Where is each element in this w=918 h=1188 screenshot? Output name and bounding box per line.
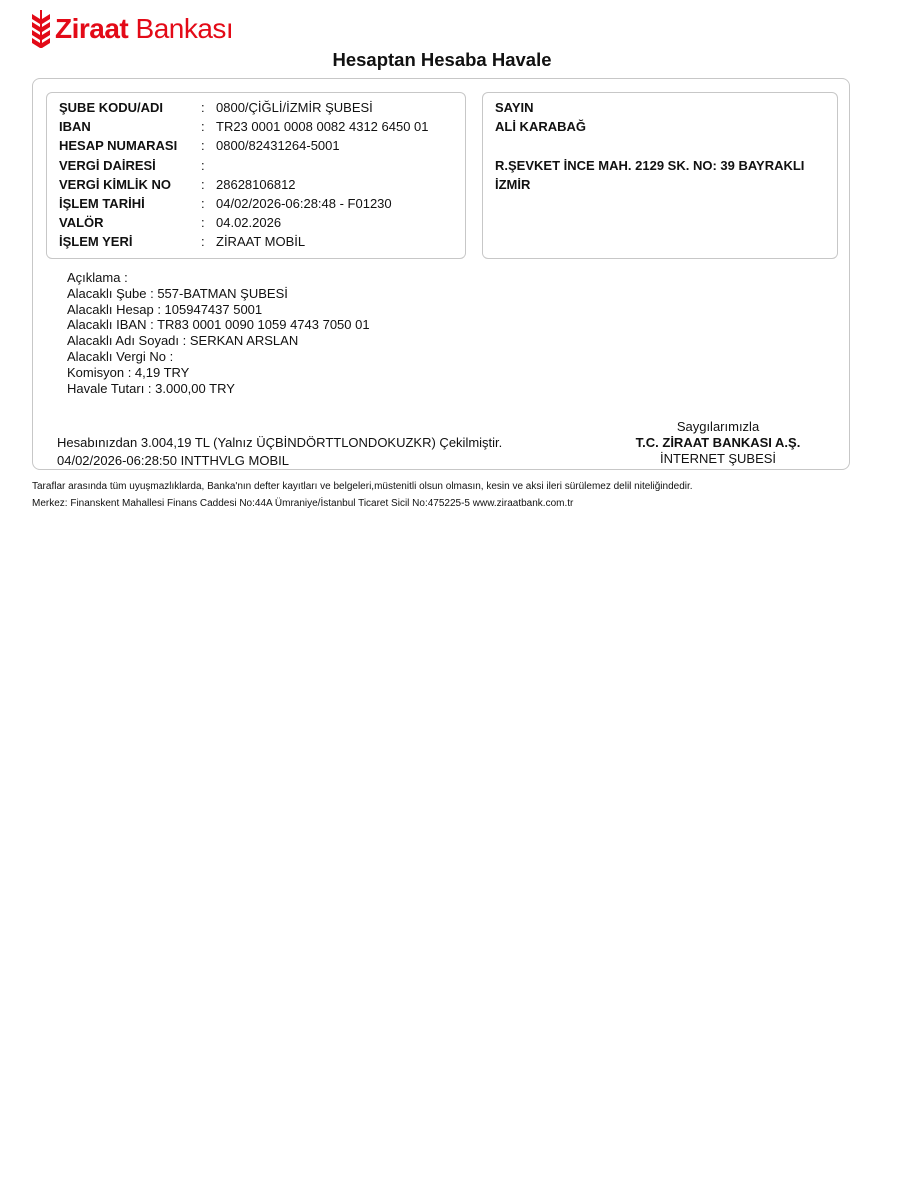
recipient-name: ALİ KARABAĞ — [495, 119, 586, 134]
detail-value: 0800/82431264-5001 — [216, 138, 340, 153]
detail-separator: : — [201, 100, 205, 115]
debit-notice — [57, 434, 502, 470]
detail-label: ŞUBE KODU/ADI — [59, 100, 164, 115]
page-title: Hesaptan Hesaba Havale — [332, 49, 552, 70]
detail-row — [59, 117, 429, 136]
transfer-description — [67, 270, 370, 396]
detail-label: VERGİ KİMLİK NO — [59, 177, 171, 192]
detail-separator: : — [201, 196, 205, 211]
signature-block — [620, 419, 816, 467]
detail-value: 28628106812 — [216, 177, 296, 192]
detail-row — [59, 213, 281, 232]
detail-separator: : — [201, 138, 205, 153]
detail-value: ZİRAAT MOBİL — [216, 234, 306, 249]
detail-row — [59, 136, 340, 155]
detail-label: HESAP NUMARASI — [59, 138, 178, 153]
description-line: Alacaklı Hesap : 105947437 5001 — [67, 301, 263, 317]
description-line: Alacaklı Vergi No : — [67, 348, 174, 364]
detail-row — [59, 194, 392, 213]
detail-value: 04.02.2026 — [216, 215, 282, 230]
detail-label: IBAN — [59, 119, 91, 134]
bank-logo — [31, 10, 233, 48]
bank-address: Merkez: Finanskent Mahallesi Finans Caddesi No:44A Ümraniye/İstanbul Ticaret Sicil No:475225-5 www.ziraatbank.com.tr — [32, 498, 574, 509]
detail-separator: : — [201, 177, 205, 192]
detail-row — [59, 232, 305, 251]
detail-label: VERGİ DAİRESİ — [59, 158, 156, 173]
detail-value: TR23 0001 0008 0082 4312 6450 01 — [216, 119, 429, 134]
detail-label: VALÖR — [59, 215, 104, 230]
signature-branch: İNTERNET ŞUBESİ — [659, 451, 777, 466]
description-line: Açıklama : — [67, 270, 128, 285]
description-line: Alacaklı Adı Soyadı : SERKAN ARSLAN — [67, 333, 299, 349]
recipient-salutation: SAYIN — [495, 100, 534, 115]
signature-greeting: Saygılarımızla — [676, 419, 760, 434]
detail-label: İŞLEM YERİ — [59, 234, 133, 249]
debit-amount-line: Hesabınızdan 3.004,19 TL (Yalnız ÜÇBİNDÖRTTLONDOKUZKR) Çekilmiştir. — [57, 435, 503, 450]
detail-row — [59, 175, 296, 194]
detail-value: 0800/ÇİĞLİ/İZMİR ŞUBESİ — [216, 100, 373, 115]
description-line: Alacaklı IBAN : TR83 0001 0090 1059 4743 7050 01 — [67, 317, 370, 333]
detail-separator: : — [201, 234, 205, 249]
detail-label: İŞLEM TARİHİ — [59, 196, 145, 211]
recipient-address-line1: R.ŞEVKET İNCE MAH. 2129 SK. NO: 39 BAYRAKLI — [495, 158, 805, 173]
legal-disclaimer: Taraflar arasında tüm uyuşmazlıklarda, Banka'nın defter kayıtları ve belgeleri,müstenitli olsun olmasın, kesin ve aksi ileri sürülemez delil niteliğindedir. — [32, 481, 693, 492]
detail-separator: : — [201, 119, 205, 134]
debit-timestamp-line: 04/02/2026-06:28:50 INTTHVLG MOBIL — [57, 453, 289, 468]
detail-value: 04/02/2026-06:28:48 - F01230 — [216, 196, 392, 211]
detail-separator: : — [201, 158, 205, 173]
recipient-address-line2: İZMİR — [495, 177, 531, 192]
description-line: Havale Tutarı : 3.000,00 TRY — [67, 380, 235, 396]
logo-wordmark: Ziraat Bankası — [55, 13, 234, 44]
detail-row — [59, 98, 373, 117]
detail-separator: : — [201, 215, 205, 230]
detail-row — [59, 156, 216, 175]
wheat-icon — [31, 10, 51, 48]
signature-bank-name: T.C. ZİRAAT BANKASI A.Ş. — [635, 435, 801, 450]
description-line: Komisyon : 4,19 TRY — [67, 364, 190, 380]
description-line: Alacaklı Şube : 557-BATMAN ŞUBESİ — [67, 285, 288, 301]
